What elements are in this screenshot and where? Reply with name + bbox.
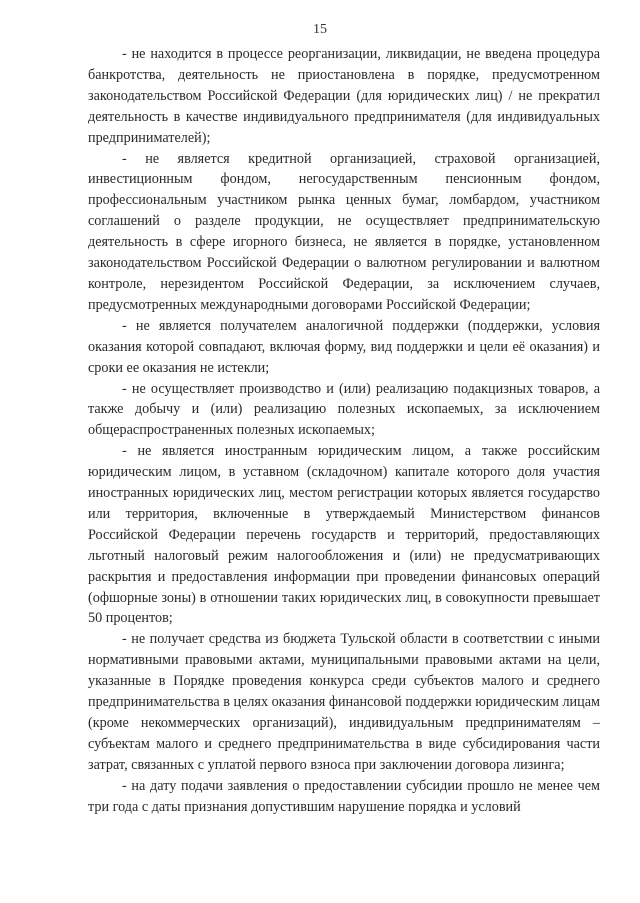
paragraph-credit-organization: - не является кредитной организацией, страховой организацией, инвестиционным фондом, негосударственным пенсионным фондом, профессиональным участником рынка ценных бумаг, ломбардом, участником соглашений о разделе продукции, не осуществляет предпринимательскую деятельность в сфере игорного бизнеса, не является в порядке, установленном законодательством Российской Федерации о валютном регулировании и валютном контроле, нерезидентом Российской Федерации, за исключением случаев, предусмотренных международными договорами Российской Федерации; — [88, 150, 600, 313]
document-body — [88, 44, 600, 818]
page-number: 15 — [313, 22, 327, 37]
paragraph-similar-support: - не является получателем аналогичной поддержки (поддержки, условия оказания которой совпадают, включая форму, вид поддержки и цели её оказания) и сроки ее оказания не истекли; — [88, 317, 600, 376]
paragraph-reorganization: - не находится в процессе реорганизации, ликвидации, не введена процедура банкротства, деятельность не приостановлена в порядке, предусмотренном законодательством Российской Федерации (для юридических лиц) / не прекратил деятельность в качестве индивидуального предпринимателя (для индивидуальных предпринимателей); — [88, 46, 600, 146]
paragraph-three-years: - на дату подачи заявления о предоставлении субсидии прошло не менее чем три года с даты признания допустившим нарушение порядка и условий — [88, 777, 600, 815]
paragraph-regional-budget: - не получает средства из бюджета Тульской области в соответствии с иными нормативными правовыми актами, муниципальными правовыми актами на цели, указанные в Порядке проведения конкурса среди субъектов малого и среднего предпринимательства в целях оказания финансовой поддержки юридическим лицам (кроме некоммерческих организаций), индивидуальным предпринимателям – субъектам малого и среднего предпринимательства в виде субсидирования части затрат, связанных с уплатой первого взноса при заключении договора лизинга; — [88, 631, 600, 773]
paragraph-foreign-entity: - не является иностранным юридическим лицом, а также российским юридическим лицом, в уставном (складочном) капитале которого доля участия иностранных юридических лиц, местом регистрации которых является государство или территория, включенные в утверждаемый Министерством финансов Российской Федерации перечень государств и территорий, предоставляющих льготный налоговый режим налогообложения и (или) не предусматривающих раскрытия и предоставления информации при проведении финансовых операций (офшорные зоны) в отношении таких юридических лиц, в совокупности превышает 50 процентов; — [88, 443, 600, 627]
paragraph-excise-goods: - не осуществляет производство и (или) реализацию подакцизных товаров, а также добычу и (или) реализацию полезных ископаемых, за исключением общераспространенных полезных ископаемых; — [88, 380, 600, 439]
